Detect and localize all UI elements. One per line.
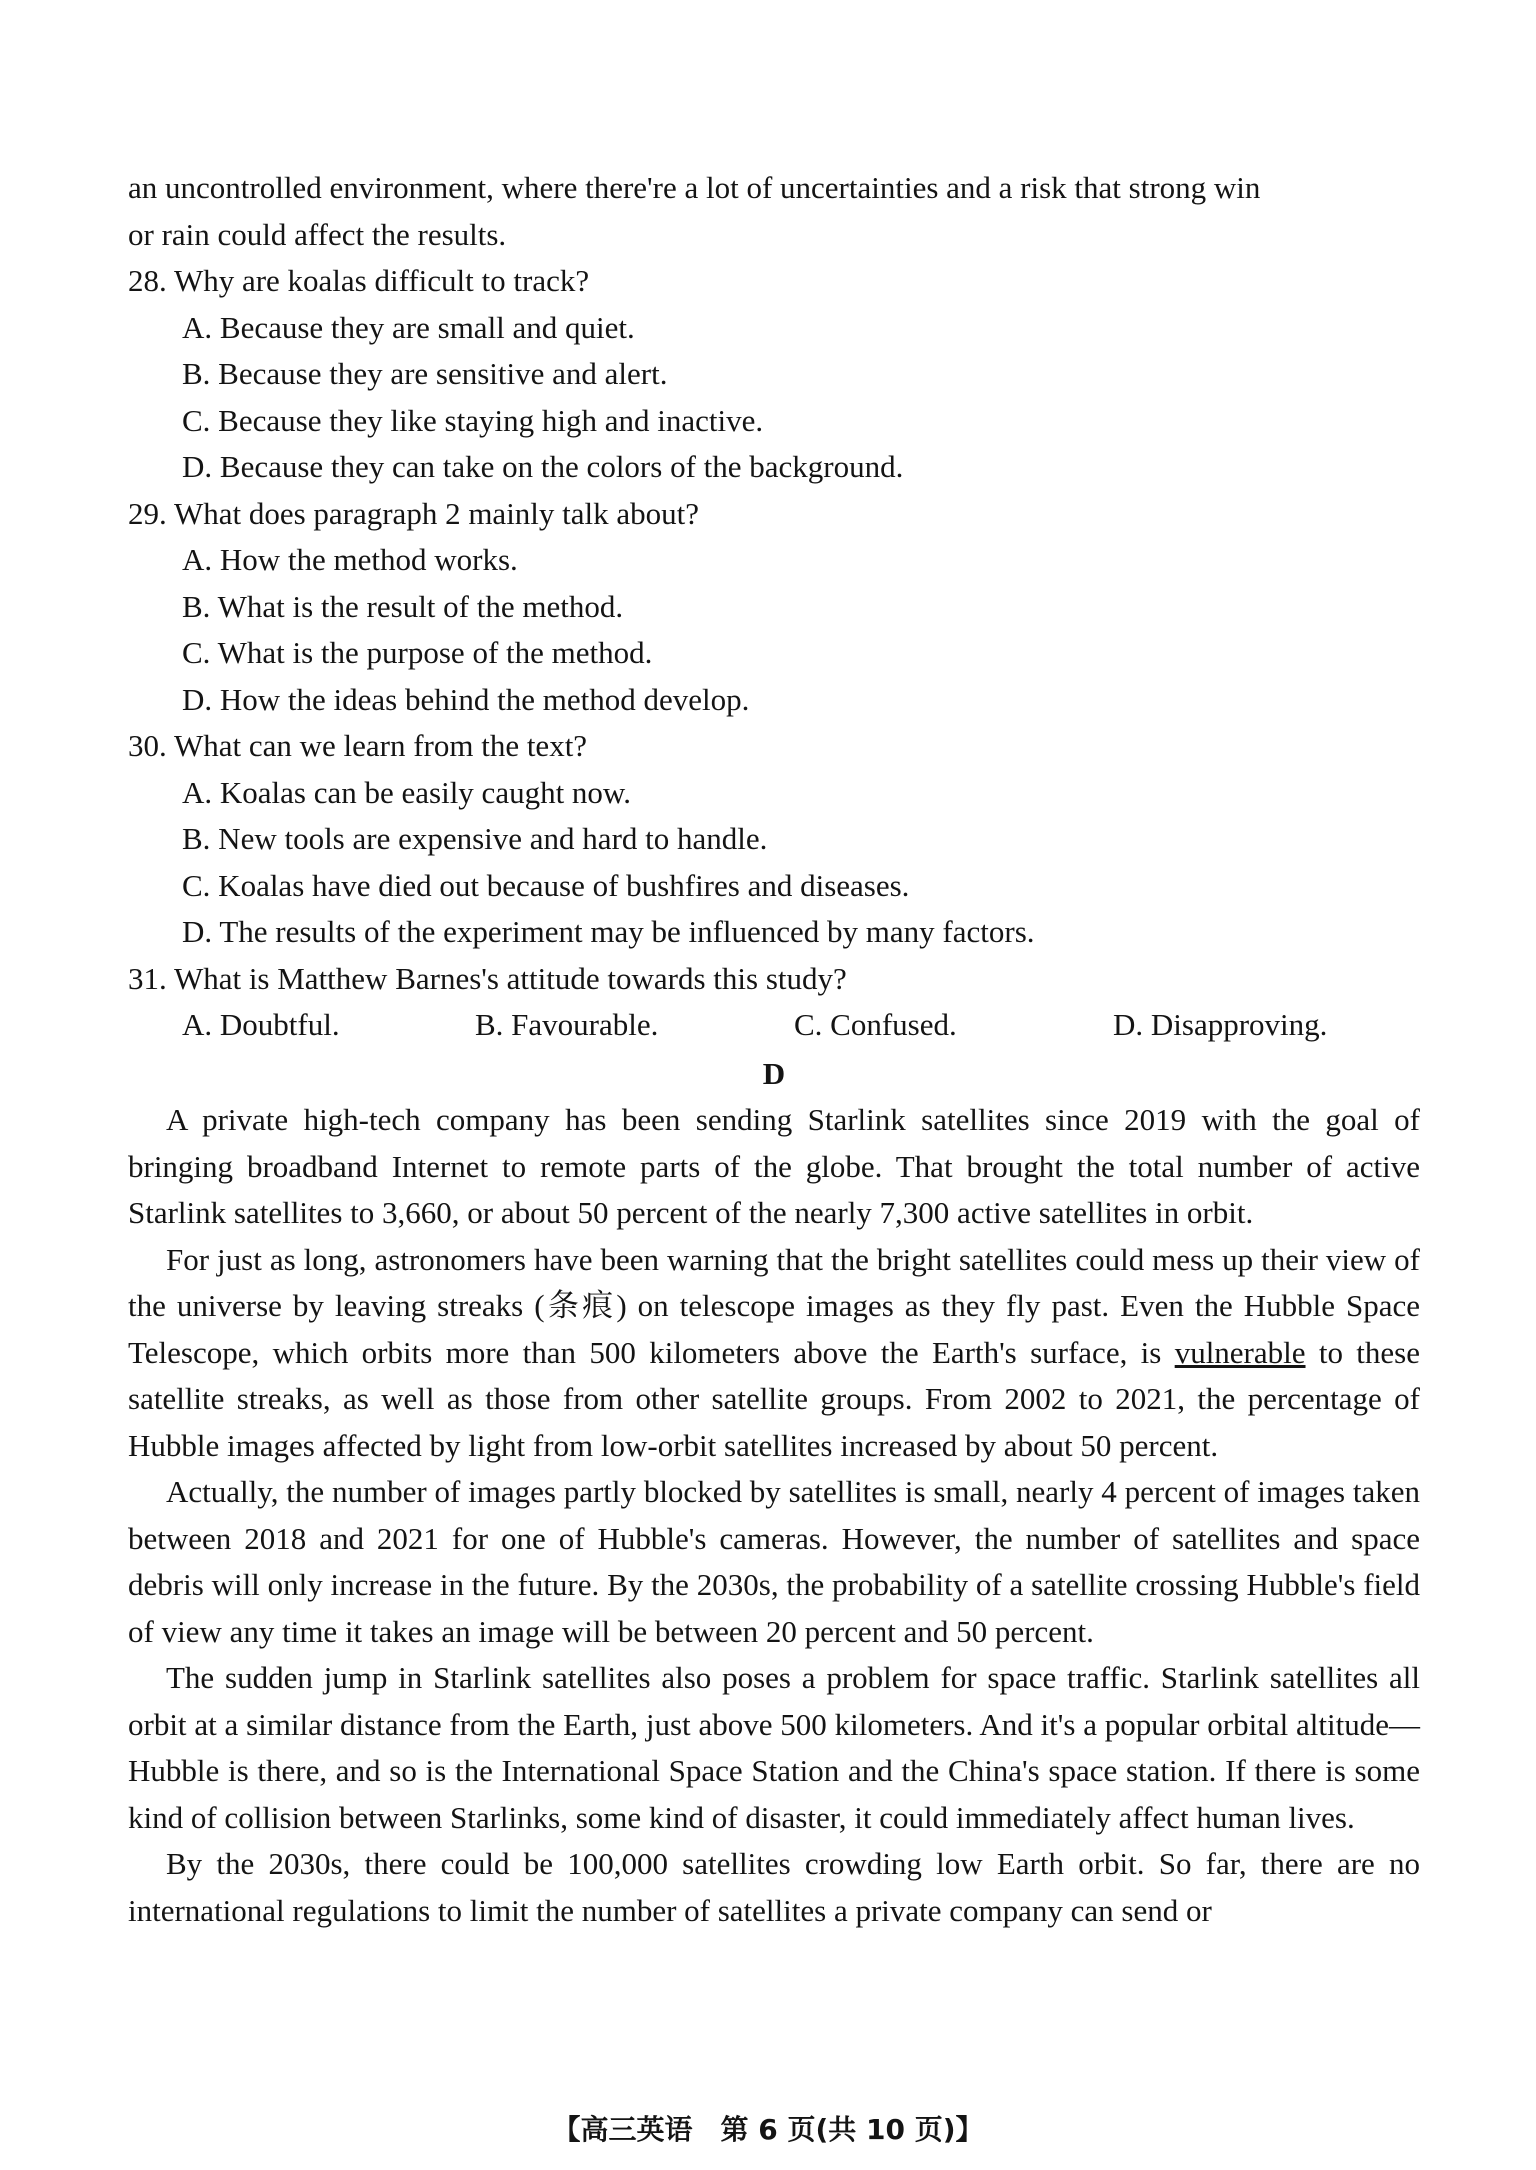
paragraph-2 <box>128 1237 1420 1470</box>
option-d: D. Because they can take on the colors of the background. <box>182 449 904 484</box>
option-a: A. Koalas can be easily caught now. <box>182 774 632 810</box>
previous-passage-line-2: or rain could affect the results. <box>128 216 507 252</box>
option-c: C. Confused. <box>794 1007 957 1042</box>
question-stem: 28. Why are koalas difficult to track? <box>128 263 590 298</box>
option-a: A. Because they are small and quiet. <box>182 309 635 345</box>
page-footer: 【高三英语 第 6 页(共 10 页)】 <box>552 2113 984 2146</box>
previous-passage-line-1: an uncontrolled environment, where there're a lot of uncertainties and a risk that strong win <box>128 170 1261 205</box>
options-row <box>128 1002 1420 1049</box>
option-c: C. Koalas have died out because of bushfires and diseases. <box>182 867 910 903</box>
paragraph-2-text-a: For just as long, astronomers have been warning that the bright satellites could mess up their view of the universe by leaving streaks (条痕) on telescope images as they fly past. Even the Hubble Space Telescope, which orbits more than 500 kilometers above the Earth's surface, is <box>128 1241 1420 1370</box>
question-stem: 30. What can we learn from the text? <box>128 728 588 763</box>
paragraph-4: The sudden jump in Starlink satellites also poses a problem for space traffic. Starlink satellites all orbit at a similar distance from the Earth, just above 500 kilometers. And it's a popular orbital altitude—Hubble is there, and so is the International Space Station and the China's space station. If there is some kind of collision between Starlinks, some kind of disaster, it could immediately affect human lives. <box>128 1660 1420 1835</box>
paragraph-1: A private high-tech company has been sending Starlink satellites since 2019 with the goal of bringing broadband Internet to remote parts of the globe. That brought the total number of active Starlink satellites to 3,660, or about 50 percent of the nearly 7,300 active satellites in orbit. <box>128 1102 1420 1230</box>
question-31 <box>128 956 1420 1049</box>
question-30 <box>128 723 1420 956</box>
passage-d <box>128 1097 1420 1934</box>
question-stem: 29. What does paragraph 2 mainly talk about? <box>128 495 700 531</box>
question-29 <box>128 491 1420 724</box>
option-d: D. Disapproving. <box>1113 1007 1328 1042</box>
question-28 <box>128 258 1420 491</box>
option-c: C. What is the purpose of the method. <box>182 635 653 670</box>
option-c: C. Because they like staying high and inactive. <box>182 402 764 438</box>
section-title: D <box>762 1055 786 1091</box>
paragraph-5: By the 2030s, there could be 100,000 satellites crowding low Earth orbit. So far, there are no international regulations to limit the number of satellites a private company can send or <box>128 1846 1420 1928</box>
option-d: D. How the ideas behind the method develop. <box>182 681 750 717</box>
paragraph-3: Actually, the number of images partly blocked by satellites is small, nearly 4 percent of images taken between 2018 and 2021 for one of Hubble's cameras. However, the number of satellites and space debris will only increase in the future. By the 2030s, the probability of a satellite crossing Hubble's field of view any time it takes an image will be between 20 percent and 50 percent. <box>128 1474 1420 1649</box>
option-b: B. Favourable. <box>475 1007 659 1042</box>
question-stem: 31. What is Matthew Barnes's attitude towards this study? <box>128 960 847 996</box>
option-a: A. Doubtful. <box>182 1007 340 1042</box>
option-b: B. New tools are expensive and hard to handle. <box>182 821 768 856</box>
paragraph-2-text-b: to these satellite streaks, as well as those from other satellite groups. From 2002 to 2021, the percentage of Hubble images affected by light from low-orbit satellites increased by about 50 percent. <box>128 1334 1421 1463</box>
option-b: B. Because they are sensitive and alert. <box>182 356 668 391</box>
underlined-word: vulnerable <box>1174 1334 1306 1370</box>
exam-page <box>128 165 1420 1934</box>
option-d: D. The results of the experiment may be influenced by many factors. <box>182 914 1035 949</box>
option-b: B. What is the result of the method. <box>182 588 624 624</box>
option-a: A. How the method works. <box>182 542 518 577</box>
